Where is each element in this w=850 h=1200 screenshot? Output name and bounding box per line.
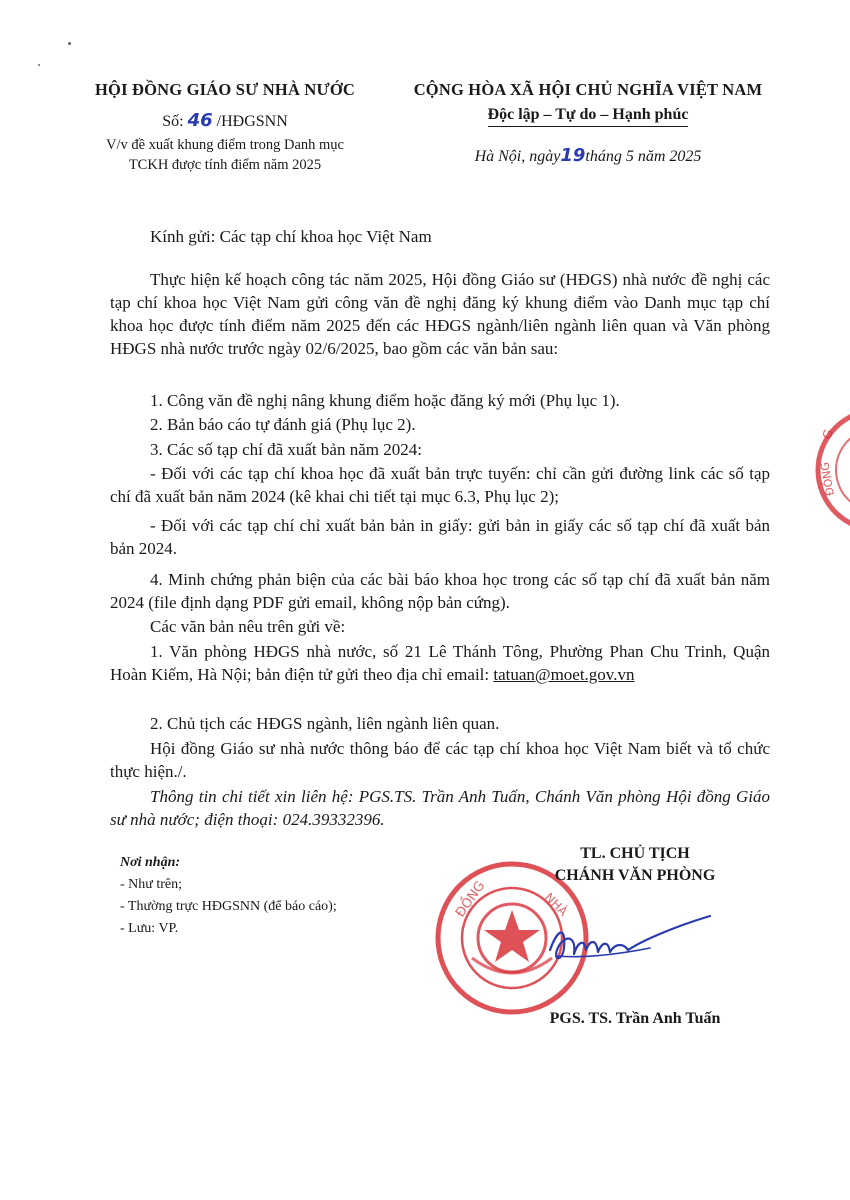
- item-3: 3. Các số tạp chí đã xuất bản năm 2024:: [150, 440, 422, 459]
- signature-title-1: TL. CHỦ TỊCH: [580, 845, 690, 862]
- recipient-item: - Lưu: VP.: [120, 921, 179, 936]
- motto: Độc lập – Tự do – Hạnh phúc: [488, 106, 689, 127]
- item-3b: - Đối với các tạp chí chỉ xuất bản bản in giấy: gửi bản in giấy các số tạp chí đã xuất bản bản 2024.: [110, 516, 770, 558]
- handwritten-signature-icon: [520, 898, 740, 978]
- scan-speck: [68, 42, 71, 45]
- item-3a: - Đối với các tạp chí khoa học đã xuất bản trực tuyến: chỉ cần gửi đường link các số tạp chí đã xuất bản năm 2024 (kê khai chi tiết tại mục 6.3, Phụ lục 2);: [110, 464, 770, 506]
- svg-text:NHÀ: NHÀ: [541, 890, 571, 919]
- item-2: 2. Bản báo cáo tự đánh giá (Phụ lục 2).: [150, 415, 416, 434]
- destination-1: 1. Văn phòng HĐGS nhà nước, số 21 Lê Thánh Tông, Phường Phan Chu Trinh, Quận Hoàn Kiếm, Hà Nội; bản điện tử gửi theo địa chỉ email: tatuan@moet.gov.vn: [110, 642, 770, 684]
- signer-name: PGS. TS. Trần Anh Tuấn: [549, 1010, 721, 1027]
- recipient-item: - Thường trực HĐGSNN (để báo cáo);: [120, 899, 337, 914]
- recipients-title: Nơi nhận:: [120, 855, 181, 870]
- scan-speck: [38, 64, 40, 66]
- subject: V/v đề xuất khung điểm trong Danh mục TCKH được tính điểm năm 2025: [106, 137, 344, 173]
- svg-text:ĐỒNG: ĐỒNG: [452, 878, 489, 921]
- handwritten-number: 46: [187, 110, 213, 131]
- signature-block: [470, 845, 800, 885]
- issue-date: Hà Nội, ngày19tháng 5 năm 2025: [474, 145, 702, 166]
- header-right: [388, 80, 788, 166]
- issuing-org: HỘI ĐỒNG GIÁO SƯ NHÀ NƯỚC: [95, 80, 355, 99]
- intro-paragraph: Thực hiện kế hoạch công tác năm 2025, Hội đồng Giáo sư (HĐGS) nhà nước đề nghị các tạp chí khoa học Việt Nam gửi công văn đề nghị đăng ký khung điểm vào Danh mục tạp chí khoa học được tính điểm năm 2025 đến các HĐGS ngành/liên ngành liên quan và Văn phòng HĐGS nhà nước trước ngày 02/6/2025, bao gồm các văn bản sau:: [110, 270, 770, 358]
- handwritten-day: 19: [560, 145, 586, 166]
- destination-2: 2. Chủ tịch các HĐGS ngành, liên ngành liên quan.: [150, 714, 500, 733]
- recipient-item: - Như trên;: [120, 877, 183, 892]
- email-link[interactable]: tatuan@moet.gov.vn: [493, 665, 635, 684]
- send-to: Các văn bản nêu trên gửi về:: [150, 617, 346, 636]
- contact-info: Thông tin chi tiết xin liên hệ: PGS.TS. Trần Anh Tuấn, Chánh Văn phòng Hội đồng Giáo sư nhà nước; điện thoại: 024.39332396.: [110, 787, 770, 829]
- recipients-block: [120, 852, 337, 940]
- document-number: Số: 46 /HĐGSNN: [162, 110, 288, 131]
- side-seal-icon: [808, 400, 850, 540]
- signature-title-2: CHÁNH VĂN PHÒNG: [554, 867, 716, 884]
- item-4: 4. Minh chứng phản biện của các bài báo khoa học trong các số tạp chí đã xuất bản năm 2024 (file định dạng PDF gửi email, không nộp bản cứng).: [110, 570, 770, 612]
- nation-title: CỘNG HÒA XÃ HỘI CHỦ NGHĨA VIỆT NAM: [413, 80, 763, 99]
- header-left: [60, 80, 390, 175]
- closing-paragraph: Hội đồng Giáo sư nhà nước thông báo để các tạp chí khoa học Việt Nam biết và tổ chức thực hiện./.: [110, 739, 770, 781]
- greeting: Kính gửi: Các tạp chí khoa học Việt Nam: [150, 227, 432, 246]
- svg-text:ĐỒNG: ĐỒNG: [818, 461, 837, 497]
- svg-text:G: G: [819, 427, 837, 442]
- item-1: 1. Công văn đề nghị nâng khung điểm hoặc đăng ký mới (Phụ lục 1).: [150, 391, 620, 410]
